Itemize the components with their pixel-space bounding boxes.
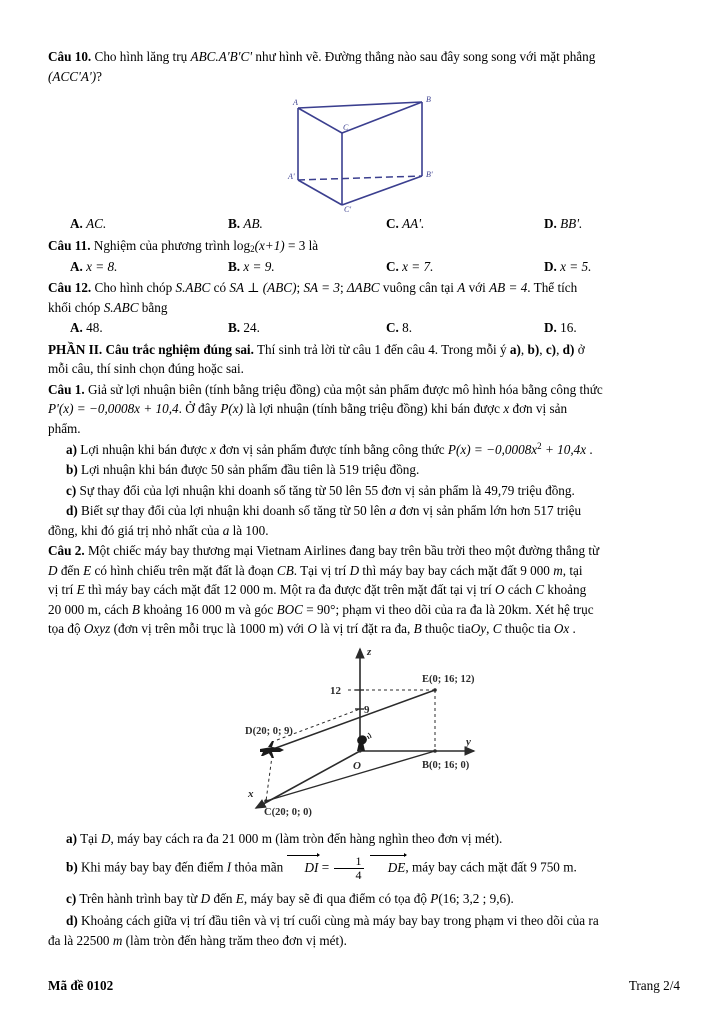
stem-text: Nghiệm của phương trình — [93, 237, 234, 253]
sep: , — [539, 341, 546, 357]
statement-text: Khi máy bay bay đến điểm — [81, 859, 227, 875]
question-cau-11-stem — [48, 236, 680, 256]
option-text: 8. — [402, 320, 413, 336]
tf-q2-statement-b: b) Khi máy bay bay đến điểm I thỏa mãn DI = $\frac{1}{4}$ DE , máy bay cách mặt đất 9 750 m. — [66, 854, 577, 882]
tf-q1-statement-b — [48, 460, 680, 480]
stem-line-1: Giả sử lợi nhuận biên (tính bằng triệu đồng) của một sản phẩm được mô hình hóa bằng công thức — [87, 381, 603, 397]
origin-point — [358, 749, 361, 752]
stem-text-9: bằng — [138, 299, 168, 315]
statement-text-3: . — [586, 441, 593, 457]
option-letter: C. — [386, 320, 399, 336]
option-c[interactable] — [364, 319, 522, 337]
tf-q2-statement-c — [48, 889, 680, 909]
statement-text: Trên hành trình bay từ — [79, 890, 201, 906]
stem-math-O: O — [495, 582, 505, 598]
section-heading-line2: mỗi câu, thí sinh chọn đúng hoặc sai. — [48, 361, 244, 377]
stem-text-12: = 90° — [302, 601, 336, 617]
option-text: AA'. — [402, 216, 425, 232]
option-d[interactable] — [522, 319, 680, 337]
stem-math-E: E — [83, 562, 92, 578]
statement-text-2: đến — [210, 890, 236, 906]
vector-DI-label: DI — [304, 859, 319, 875]
option-letter: B. — [228, 320, 241, 336]
stem-text-5: vuông cân tại — [379, 280, 458, 296]
option-text: 16. — [560, 320, 577, 336]
stem-text-10: 20 000 m, cách — [48, 601, 132, 617]
stem-math-plane: (ACC'A') — [48, 68, 97, 84]
exam-code: Mã đề 0102 — [48, 978, 114, 993]
fraction-numerator: 1 — [334, 855, 364, 869]
option-text: 24. — [243, 320, 260, 336]
stem-text-13: ; phạm vi theo dõi của ra đa là 20km. Xét hệ trục — [335, 601, 594, 617]
stem-math-pyramid: S.ABC — [175, 280, 211, 296]
option-b[interactable] — [206, 319, 364, 337]
stem-math-C: C — [535, 582, 545, 598]
ground-path-CB — [266, 751, 435, 801]
statement-text-2: đa là 22500 — [48, 932, 113, 948]
statement-letter[interactable]: a) — [66, 830, 77, 846]
vector-DE — [370, 858, 406, 878]
tf-question-1-stem — [48, 380, 680, 439]
page-content — [48, 47, 680, 951]
option-letter: C. — [386, 216, 399, 232]
sep: , — [556, 341, 563, 357]
statement-text-2: thỏa mãn — [231, 859, 287, 875]
option-d[interactable] — [522, 215, 680, 233]
option-letter: D. — [544, 258, 557, 274]
stem-text: . Ở đây — [178, 401, 221, 417]
statement-letter[interactable]: d) — [66, 913, 78, 929]
option-text: AC. — [86, 216, 107, 232]
page-footer — [48, 978, 680, 994]
stem-text-6: với — [465, 280, 490, 296]
question-cau-10-stem — [48, 47, 680, 86]
option-a[interactable] — [48, 258, 206, 276]
stem-math-sa: SA = 3 — [303, 280, 340, 296]
origin-label: O — [353, 759, 361, 772]
option-text: 48. — [86, 320, 103, 336]
stem-math-Ox: Ox — [553, 621, 570, 637]
stem-text-2: có hình chiếu trên mặt đất là đoạn — [91, 562, 277, 578]
option-text: x = 8. — [86, 258, 118, 274]
choice-marker-b: b) — [527, 341, 540, 357]
stem-math-E2: E — [76, 582, 85, 598]
stem-text-20: . — [569, 621, 576, 637]
stem-text-9: khoảng — [544, 582, 587, 598]
tf-q1-statement-a — [48, 440, 680, 460]
section-heading-label: PHẦN II. Câu trắc nghiệm đúng sai. — [48, 341, 254, 357]
option-b[interactable] — [206, 215, 364, 233]
stem-math-px: P(x) — [220, 401, 244, 417]
statement-math-x: x — [210, 441, 217, 457]
tick-label-12: 12 — [330, 684, 341, 697]
vector-DI — [287, 858, 319, 878]
statement-text: Sự thay đổi của lợi nhuận khi doanh số tăng từ 50 lên 55 đơn vị sản phẩm là 49,79 triệu đồng. — [79, 482, 575, 498]
stem-math-x: x — [503, 401, 510, 417]
question-label: Câu 12. — [48, 280, 92, 296]
option-letter: A. — [70, 258, 83, 274]
page-number: Trang 2/4 — [628, 978, 680, 993]
prism-edge-A1C1 — [298, 180, 342, 205]
question-label: Câu 11. — [48, 237, 91, 253]
vector-DE-label: DE — [387, 859, 406, 875]
sep: , — [520, 341, 528, 357]
flight-path-DE — [273, 690, 435, 749]
stem-text-2: là lợi nhuận (tính bằng triệu đồng) khi bán được — [243, 401, 504, 417]
statement-text: Lợi nhuận khi bán được 50 sản phẩm đầu tiên là 519 triệu đồng. — [81, 462, 420, 478]
stem-text: Cho hình chóp — [94, 280, 176, 296]
stem-math-pyramid-2: S.ABC — [103, 299, 139, 315]
stem-math-triangle: ΔABC — [346, 280, 380, 296]
stem-text-18: , — [486, 621, 493, 637]
figure-triangular-prism — [48, 90, 680, 213]
options-cau-12 — [48, 319, 680, 337]
stem-text-14: tọa độ — [48, 621, 84, 637]
stem-text-8: khối chóp — [48, 299, 104, 315]
option-text: x = 7. — [402, 258, 434, 274]
tf-question-2-stem — [48, 541, 680, 639]
question-label: Câu 2. — [48, 543, 85, 559]
option-letter: A. — [70, 216, 83, 232]
stem-text: Cho hình lăng trụ — [94, 49, 191, 64]
stem-text-4: thì máy bay bay cách mặt đất 9 000 — [359, 562, 554, 578]
statement-math-I: I — [226, 859, 232, 875]
option-letter: D. — [544, 216, 557, 232]
radar-icon — [355, 733, 371, 751]
figure-coordinate-axes — [48, 643, 680, 823]
choice-marker-d: d) — [562, 341, 575, 357]
statement-text-2: , máy bay cách ra đa 21 000 m (làm tròn đến hàng nghìn theo đơn vị mét). — [110, 830, 503, 846]
stem-text-3: ? — [96, 68, 102, 84]
question-label: Câu 10. — [48, 49, 92, 64]
stem-text-2: như hình vẽ. Đường thẳng nào sau đây song song với mặt phẳng — [252, 49, 596, 64]
choice-marker-a: a) — [509, 341, 521, 357]
option-a[interactable] — [48, 319, 206, 337]
stem-text-7: thì máy bay cách mặt đất 12 000 m. Một ra đa được đặt trên mặt đất tại vị trí — [84, 582, 496, 598]
option-letter: B. — [228, 216, 241, 232]
tf-q2-statement-a — [48, 829, 680, 849]
stem-text-2: có — [210, 280, 230, 296]
statement-letter[interactable]: a) — [66, 441, 77, 457]
stem-text-17: thuộc tia — [421, 621, 471, 637]
stem-math-angle-BOC: BOC — [276, 601, 303, 617]
tf-q2-statement-d — [48, 911, 680, 950]
statement-text: Tại — [80, 830, 101, 846]
statement-letter[interactable]: c) — [66, 890, 77, 906]
point-label-B: B(0; 16; 0) — [422, 759, 470, 771]
option-text: BB'. — [560, 216, 583, 232]
tf-q1-statement-d — [48, 501, 680, 540]
option-letter: D. — [544, 320, 557, 336]
option-letter: B. — [228, 258, 241, 274]
statement-math-E: E — [235, 890, 244, 906]
option-text: x = 5. — [560, 258, 592, 274]
stem-math-CB: CB — [276, 562, 294, 578]
prism-vertex-label-C1: C' — [344, 205, 352, 214]
prism-edge-AB — [298, 102, 422, 108]
options-cau-11 — [48, 258, 680, 276]
stem-math-prism: ABC.A'B'C' — [190, 49, 253, 64]
stem-formula-derivative: P'(x) = −0,0008x + 10,4 — [48, 401, 179, 417]
point-B — [433, 749, 437, 753]
stem-math-C2: C — [492, 621, 502, 637]
stem-text-8: cách — [504, 582, 536, 598]
stem-math-a: A — [457, 280, 466, 296]
statement-text-3: đồng, khi đó giá trị nhỏ nhất của — [48, 522, 223, 538]
option-text: AB. — [243, 216, 263, 232]
option-c[interactable] — [364, 258, 522, 276]
option-text: x = 9. — [243, 258, 275, 274]
question-label: Câu 1. — [48, 381, 85, 397]
prism-vertex-label-B: B — [426, 95, 431, 105]
fraction-denominator: 4 — [355, 867, 362, 882]
prism-vertex-label-C: C — [343, 123, 349, 133]
statement-text: Lợi nhuận khi bán được — [80, 441, 211, 457]
prism-vertex-label-B1: B' — [426, 170, 433, 180]
prism-edge-CB — [342, 102, 422, 133]
axes-svg — [220, 643, 520, 823]
statement-text-4: (16; 3,2 ; 9,6). — [438, 890, 514, 906]
stem-math-Oy: Oy — [470, 621, 487, 637]
statement-text: Khoảng cách giữa vị trí đầu tiên và vị trí cuối cùng mà máy bay bay trong phạm vi theo dõi của ra — [81, 913, 599, 929]
statement-math-D: D — [200, 890, 211, 906]
statement-letter[interactable]: b) — [66, 462, 78, 478]
tick-label-9: 9 — [364, 703, 370, 716]
option-letter: A. — [70, 320, 83, 336]
statement-math-P: P — [430, 890, 439, 906]
stem-math-B: B — [131, 601, 140, 617]
axis-label-z: z — [367, 645, 372, 658]
tf-q1-statement-c — [48, 481, 680, 501]
prism-vertex-label-A1: A' — [288, 172, 295, 182]
stem-text: đến — [57, 562, 84, 578]
point-C — [264, 799, 268, 803]
stem-math-perp: SA ⊥ (ABC) — [229, 280, 297, 296]
option-a[interactable] — [48, 215, 206, 233]
axis-label-y: y — [466, 735, 471, 748]
prism-edge-AC — [298, 108, 342, 133]
stem-text-5: , tại — [562, 562, 583, 578]
prism-edge-C1B1 — [342, 176, 422, 205]
log-argument: (x+1) — [254, 237, 285, 253]
choice-marker-c: c) — [545, 341, 557, 357]
stem-text-11: khoảng 16 000 m và góc — [139, 601, 277, 617]
stem-math-D2: D — [349, 562, 360, 578]
statement-text-2: đơn vị sản phẩm được tính bằng công thức — [216, 441, 448, 457]
section-heading-text-2: ở — [574, 341, 585, 357]
point-label-D: D(20; 0; 9) — [245, 725, 293, 737]
point-E — [433, 688, 437, 692]
section-2-heading — [48, 340, 680, 379]
statement-text-4: là 100. — [229, 522, 269, 538]
stem-text-3: đơn vị sản — [509, 401, 568, 417]
prism-edge-A1B1-hidden — [298, 176, 422, 180]
option-b[interactable] — [206, 258, 364, 276]
statement-text: Biết sự thay đổi của lợi nhuận khi doanh số tăng từ 50 lên — [81, 503, 390, 519]
statement-text-3: , máy bay cách mặt đất 9 750 m. — [405, 859, 577, 875]
statement-math-m: m — [112, 932, 123, 948]
stem-line-3: phẩm. — [48, 421, 81, 437]
stem-math-ab: AB = 4 — [489, 280, 528, 296]
option-c[interactable] — [364, 215, 522, 233]
option-letter: C. — [386, 258, 399, 274]
stem-text-3: ; — [296, 280, 304, 296]
statement-letter[interactable]: c) — [66, 482, 77, 498]
stem-text-15: (đơn vị trên mỗi trục là 1000 m) với — [110, 621, 308, 637]
point-label-C: C(20; 0; 0) — [264, 806, 312, 818]
statement-text-3: , máy bay sẽ đi qua điểm có tọa độ — [243, 890, 431, 906]
log-symbol: log — [233, 237, 251, 253]
stem-text-16: là vị trí đặt ra đa, — [316, 621, 414, 637]
stem-text-19: thuộc tia — [501, 621, 554, 637]
options-cau-10 — [48, 215, 680, 233]
prism-svg — [280, 90, 450, 213]
statement-letter[interactable]: b) — [66, 859, 78, 875]
statement-letter[interactable]: d) — [66, 503, 78, 519]
stem-text-3: . Tại vị trí — [293, 562, 350, 578]
question-cau-12-stem — [48, 278, 680, 317]
log-base: 2 — [250, 243, 255, 254]
stem-line-1: Một chiếc máy bay thương mại Vietnam Airlines đang bay trên bầu trời theo một đường thẳng từ — [87, 543, 600, 559]
statement-text-2: đơn vị sản phẩm lớn hơn 517 triệu — [396, 503, 582, 519]
stem-text-6: vị trí — [48, 582, 77, 598]
fraction-one-quarter — [334, 855, 364, 881]
option-d[interactable] — [522, 258, 680, 276]
stem-math-m: m — [553, 562, 563, 578]
section-heading-text: Thí sinh trả lời từ câu 1 đến câu 4. Trong mỗi ý — [253, 341, 510, 357]
prism-vertex-label-A: A — [293, 98, 298, 108]
log-equals: = 3 — [288, 237, 306, 253]
axis-label-x: x — [248, 787, 254, 800]
stem-math-D: D — [48, 562, 58, 578]
statement-formula-px: $P(x) = -0,0008x^2 + 10,4x$ — [447, 440, 587, 457]
statement-text-3: (làm tròn đến hàng trăm theo đơn vị mét). — [122, 932, 347, 948]
stem-text-7: . Thể tích — [527, 280, 578, 296]
point-label-E: E(0; 16; 12) — [422, 673, 475, 685]
stem-text-2: là — [305, 237, 319, 253]
stem-math-Oxyz: Oxyz — [83, 621, 111, 637]
statement-math-a-2: a — [222, 522, 230, 538]
statement-math-D: D — [100, 830, 111, 846]
airplane-icon — [260, 741, 284, 758]
statement-math-a: a — [389, 503, 397, 519]
stem-math-B2: B — [413, 621, 422, 637]
stem-text-4: ; — [339, 280, 347, 296]
stem-math-O2: O — [307, 621, 317, 637]
